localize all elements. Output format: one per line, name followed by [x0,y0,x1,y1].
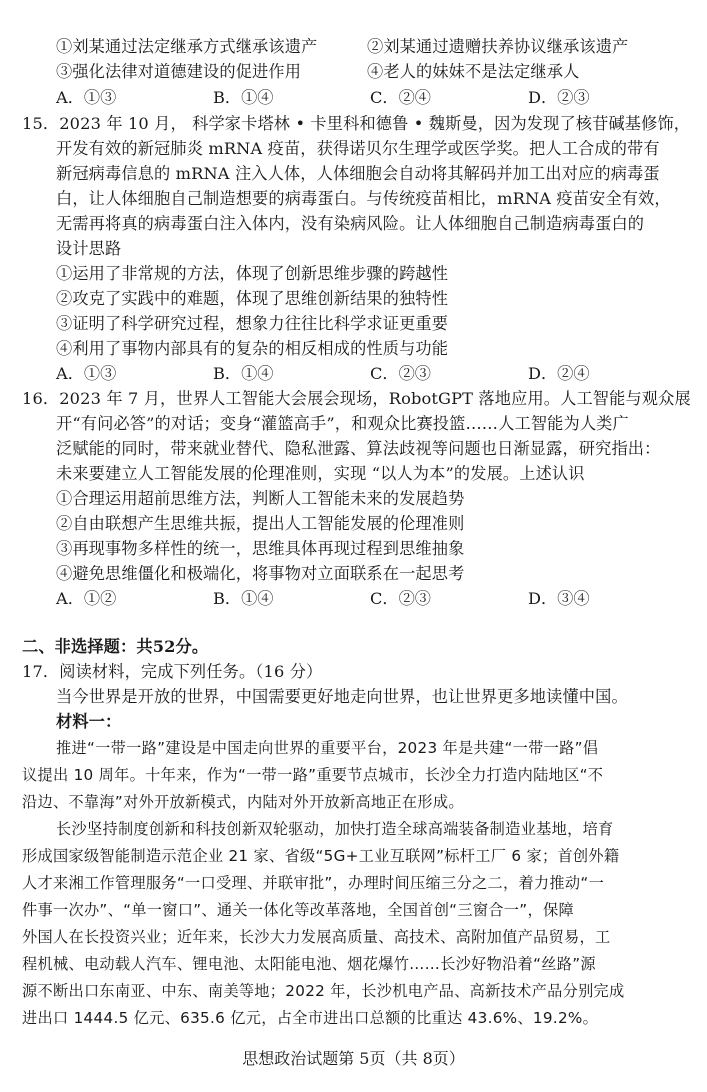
page-footer: 思想政治试题第 5页（共 8页） [242,1049,465,1068]
q15-stem-line: 设计思路 [56,239,122,258]
q17-intro: 当今世界是开放的世界，中国需要更好地走向世界，也让世界更多地读懂中国。 [56,687,628,706]
q15-stem-line: 开发有效的新冠肺炎 mRNA 疫苗，获得诺贝尔生理学或医学奖。把人工合成的带有 [56,139,660,158]
q15-option-c: C．②③ [370,364,431,383]
q15-stem-line: 白，让人体细胞自己制造想要的病毒蛋白。与传统疫苗相比，mRNA 疫苗安全有效， [56,189,671,208]
q15-item-4: ④利用了事物内部具有的复杂的相反相成的性质与功能 [56,339,449,358]
material-line: 议提出 10 周年。十年来，作为“一带一路”重要节点城市，长沙全力打造内陆地区“不 [22,766,604,784]
q14-item-2: ②刘某通过遗赠扶养协议继承该遗产 [367,37,629,56]
q15-item-3: ③证明了科学研究过程，想象力往往比科学求证更重要 [56,314,449,333]
q16-option-a: A．①② [56,589,117,608]
section-heading: 二、非选择题：共52分。 [22,637,209,656]
q16-stem-line: 泛赋能的同时，带来就业替代、隐私泄露、算法歧视等问题也日渐显露，研究指出： [56,439,661,458]
material-line: 形成国家级智能制造示范企业 21 家、省级“5G+工业互联网”标杆工厂 6 家；首创外籍 [22,847,620,865]
q15-option-a: A．①③ [56,364,117,383]
material-line: 外国人在长投资兴业；近年来，长沙大力发展高质量、高技术、高附加值产品贸易，工 [22,928,611,946]
q17-title: 17．阅读材料，完成下列任务。（16 分） [22,662,323,681]
q15-item-2: ②攻克了实践中的难题，体现了思维创新结果的独特性 [56,289,449,308]
material-line: 件事一次办”、“单一窗口”、通关一体化等改革落地，全国首创“三窗合一”，保障 [22,901,574,919]
q14-option-c: C．②④ [370,88,431,107]
q15-item-1: ①运用了非常规的方法，体现了创新思维步骤的跨越性 [56,264,449,283]
material-line: 沿边、不靠海”对外开放新模式，内陆对外开放新高地正在形成。 [22,793,464,811]
q15-option-b: B．①④ [213,364,274,383]
q16-option-c: C．②③ [370,589,431,608]
material-line: 人才来湘工作管理服务“一口受理、并联审批”，办理时间压缩三分之二，着力推动“一 [22,874,605,892]
q16-option-d: D．③④ [528,589,590,608]
q16-item-4: ④避免思维僵化和极端化，将事物对立面联系在一起思考 [56,564,465,583]
q16-stem-line: 开“有问必答”的对话；变身“灌篮高手”，和观众比赛投篮……人工智能为人类广 [56,414,629,433]
q16-item-3: ③再现事物多样性的统一，思维具体再现过程到思维抽象 [56,539,465,558]
q14-option-a: A．①③ [56,88,117,107]
material-line: 长沙坚持制度创新和科技创新双轮驱动，加快打造全球高端装备制造业基地，培育 [56,820,614,838]
material-line: 推进“一带一路”建设是中国走向世界的重要平台，2023 年是共建“一带一路”倡 [56,739,599,757]
q14-item-1: ①刘某通过法定继承方式继承该遗产 [56,37,318,56]
material-line: 程机械、电动载人汽车、锂电池、太阳能电池、烟花爆竹……长沙好物沿着“丝路”源 [22,955,596,973]
q16-item-2: ②自由联想产生思维共振，提出人工智能发展的伦理准则 [56,514,465,533]
q15-stem-line: 15．2023 年 10 月， 科学家卡塔林 • 卡里科和德鲁 • 魏斯曼，因为发现了核苷碱基修饰， [22,114,691,133]
q14-item-4: ④老人的妹妹不是法定继承人 [367,62,580,81]
q16-stem-line: 16．2023 年 7 月，世界人工智能大会展会现场，RobotGPT 落地应用。人工智能与观众展 [22,389,691,408]
q16-stem-line: 未来要建立人工智能发展的伦理准则，实现 “以人为本”的发展。上述认识 [56,464,585,483]
material-line: 进出口 1444.5 亿元、635.6 亿元，占全市进出口总额的比重达 43.6%、19.2%。 [22,1009,599,1027]
q14-option-d: D．②③ [528,88,590,107]
material-label: 材料一： [56,712,122,731]
q16-item-1: ①合理运用超前思维方法，判断人工智能未来的发展趋势 [56,489,465,508]
q15-stem-line: 新冠病毒信息的 mRNA 注入人体，人体细胞会自动将其解码并加工出对应的病毒蛋 [56,164,660,183]
material-line: 源不断出口东南亚、中东、南美等地；2022 年，长沙机电产品、高新技术产品分别完成 [22,982,625,1000]
q15-option-d: D．②④ [528,364,590,383]
q14-option-b: B．①④ [213,88,274,107]
q16-option-b: B．①④ [213,589,274,608]
q14-item-3: ③强化法律对道德建设的促进作用 [56,62,302,81]
q15-stem-line: 无需再将真的病毒蛋白注入体内，没有染病风险。让人体细胞自己制造病毒蛋白的 [56,214,645,233]
